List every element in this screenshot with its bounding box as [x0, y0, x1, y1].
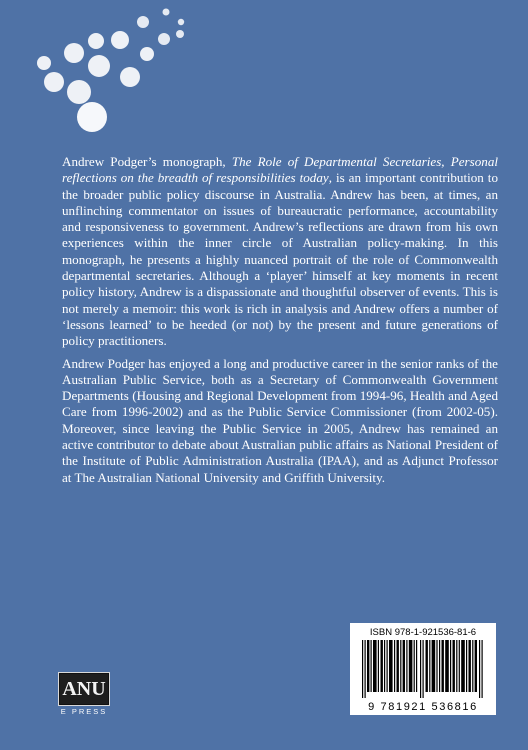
dot	[140, 47, 154, 61]
dot	[137, 16, 149, 28]
blurb-paragraph-2: Andrew Podger has enjoyed a long and productive career in the senior ranks of the Australian Public Service, both as a Secretary of Commonwealth Government Departments (Housing and Regional Development from 1994-96, Health and Aged Care from 1996-2002) and as the Public Service Commissioner (from 2002-05). Moreover, since leaving the Public Service in 2005, Andrew has remained an active contributor to debate about Australian public affairs as National President of the Institute of Public Administration Australia (IPAA), and as Adjunct Professor at The Australian National University and Griffith University.	[62, 355, 498, 485]
dot	[111, 31, 129, 49]
decorative-dots-graphic	[0, 0, 200, 140]
dot	[64, 43, 84, 63]
dot	[88, 33, 104, 49]
anu-e-press-logo	[58, 672, 110, 718]
barcode-bars	[360, 640, 486, 698]
blurb-p1-body: , is an important contribution to the broader public policy discourse in Australia. Andrew has been, at times, an unflinching commentator on issues of bureaucratic performance, accountability and responsiveness to government. Andrew’s reflections are drawn from his own experiences within the inner circle of Australian policy-making. In this monograph, he presents a highly nuanced portrait of the role of Commonwealth departmental secretaries. Although a ‘player’ himself at key moments in recent policy history, Andrew is a dispassionate and thoughtful observer of events. This is not merely a memoir: this work is rich in analysis and Andrew offers a number of ‘lessons learned’ to be heeded (or not) by the present and future generations of policy practitioners.	[62, 170, 498, 349]
dot	[120, 67, 140, 87]
blurb-paragraph-1	[62, 154, 498, 350]
logo-sub-text: E PRESS	[60, 707, 108, 716]
logo-main-text: ANU	[62, 678, 106, 700]
dot	[37, 56, 51, 70]
dot	[163, 9, 170, 16]
back-cover-blurb	[62, 154, 498, 492]
isbn-digits: 9 781921 536816	[368, 701, 478, 713]
book-title-italic: The Role of Departmental Secretaries, Personal reflections on the breadth of responsibilities today	[62, 154, 498, 186]
blurb-p1-prefix: Andrew Podger’s monograph,	[62, 154, 232, 169]
logo-mark	[58, 672, 110, 706]
isbn-label: ISBN 978-1-921536-81-6	[369, 627, 477, 638]
dot	[176, 30, 184, 38]
dot	[77, 102, 107, 132]
dot	[44, 72, 64, 92]
dot	[178, 19, 184, 25]
dot	[88, 55, 110, 77]
dot	[67, 80, 91, 104]
dot	[158, 33, 170, 45]
isbn-barcode	[350, 623, 496, 715]
